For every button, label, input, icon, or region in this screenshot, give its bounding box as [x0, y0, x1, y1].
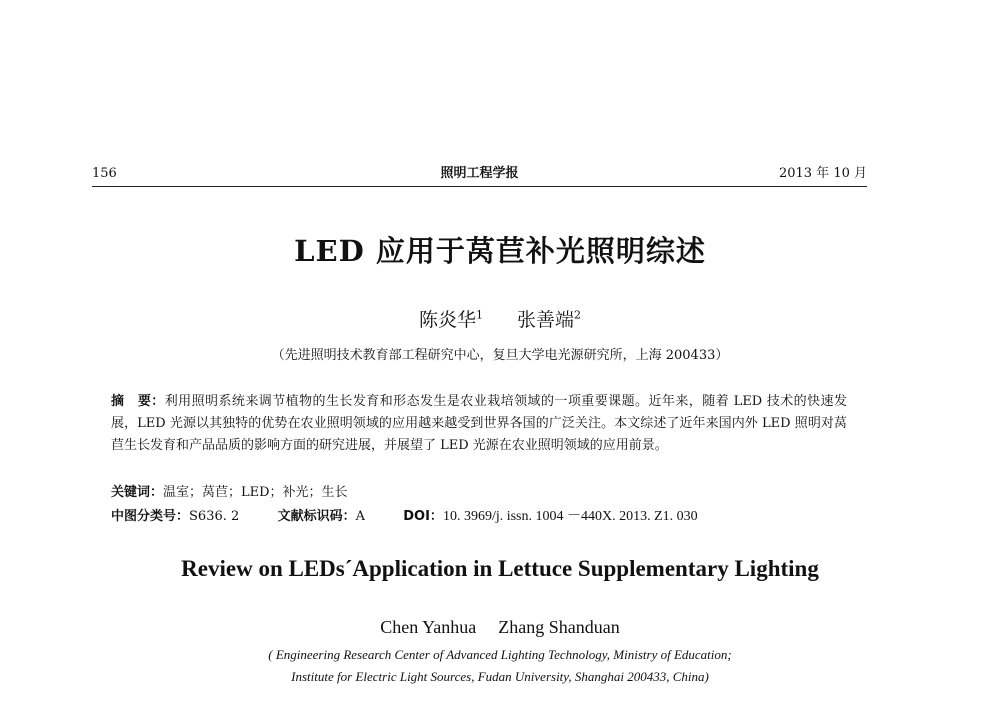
- abstract-label: 摘 要：: [111, 394, 165, 409]
- journal-name: 照明工程学报: [440, 166, 519, 181]
- doi-label: DOI：: [403, 509, 443, 524]
- author-2-affiliation-mark: 2: [574, 308, 582, 322]
- classification-line: [111, 507, 871, 527]
- author-1-name-en: Chen Yanhua: [380, 617, 477, 637]
- clc-label: 中图分类号：: [111, 509, 190, 524]
- authors-chinese: [0, 305, 1000, 332]
- title-english: Review on LEDs´Application in Lettuce Supplementary Lighting: [181, 556, 819, 581]
- page-number: 156: [92, 166, 117, 181]
- keywords-label: 关键词：: [111, 485, 164, 500]
- affiliation-english-line-2: Institute for Electric Light Sources, Fudan University, Shanghai 200433, China): [291, 669, 709, 684]
- abstract-text: 利用照明系统来调节植物的生长发育和形态发生是农业栽培领域的一项重要课题。近年来，随着 LED 技术的快速发展，LED 光源以其独特的优势在农业照明领域的应用越来越受到世界各国的广泛关注。本文综述了近年来国内外 LED 照明对莴苣生长发育和产品品质的影响方面的研究进展，并展望了 LED 光源在农业照明领域的应用前景。: [111, 394, 847, 453]
- keywords-text: 温室；莴苣；LED；补光；生长: [163, 485, 348, 500]
- issue-date: 2013 年 10 月: [778, 166, 867, 181]
- affiliation-english: [0, 644, 1000, 688]
- keywords: [111, 483, 847, 503]
- affiliation-chinese: （先进照明技术教育部工程研究中心，复旦大学电光源研究所，上海 200433）: [271, 348, 729, 363]
- abstract-chinese: [111, 391, 847, 457]
- title-chinese: LED 应用于莴苣补光照明综述: [294, 234, 706, 268]
- doi-value: 10. 3969/j. issn. 1004 －440X. 2013. Z1. 030: [442, 509, 698, 524]
- authors-english: [0, 617, 1000, 638]
- header-rule: [92, 186, 867, 187]
- clc-value: S636. 2: [189, 509, 240, 524]
- doc-code-label: 文献标识码：: [277, 509, 356, 524]
- author-1-affiliation-mark: 1: [475, 308, 483, 322]
- author-2-name-en: Zhang Shanduan: [498, 617, 620, 637]
- affiliation-english-line-1: ( Engineering Research Center of Advanced Lighting Technology, Ministry of Education;: [268, 647, 732, 662]
- author-1-name: 陈炎华: [418, 309, 476, 331]
- running-header: [92, 164, 867, 184]
- doc-code-value: A: [355, 509, 365, 524]
- author-2-name: 张善端: [517, 309, 575, 331]
